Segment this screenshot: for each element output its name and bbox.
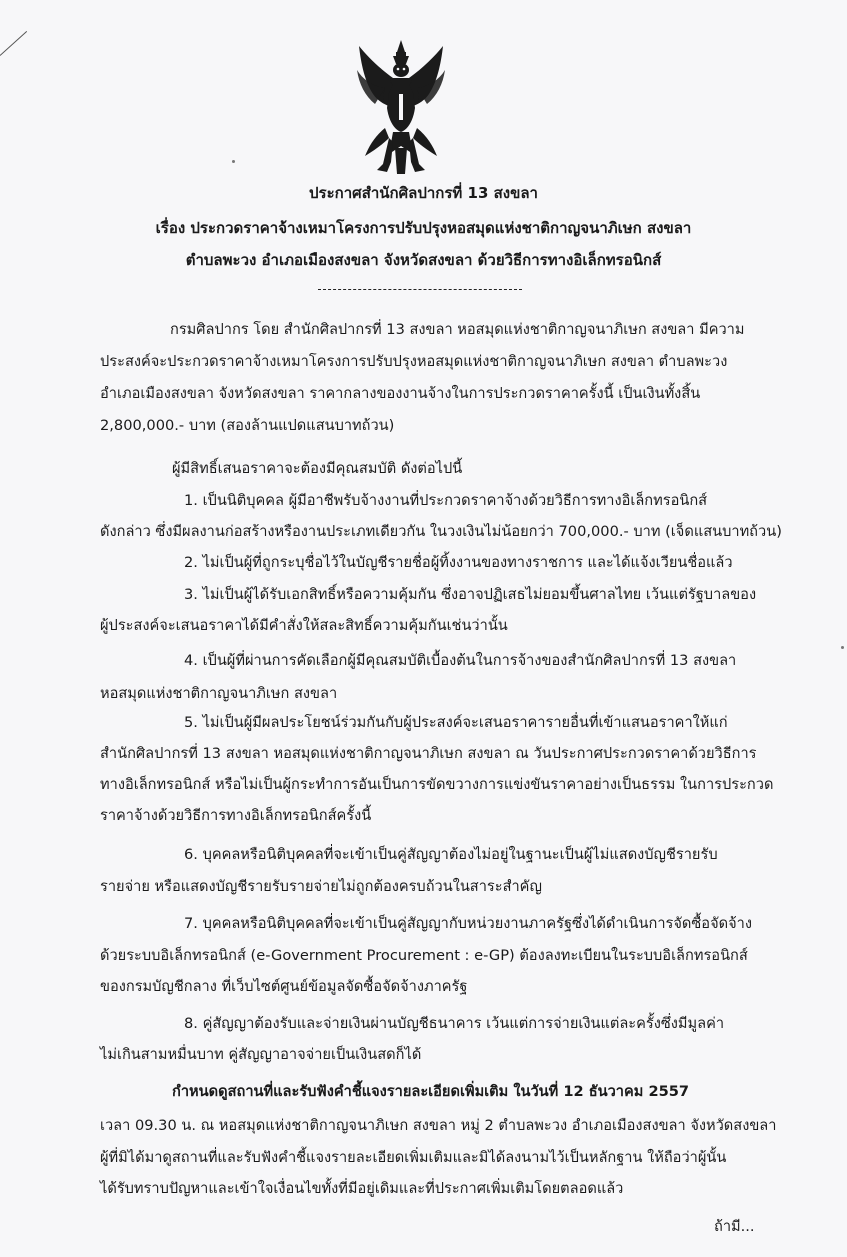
intro-line: อำเภอเมืองสงขลา จังหวัดสงขลา ราคากลางของงานจ้างในการประกวดราคาครั้งนี้ เป็นเงินทั้งสิ้น (100, 385, 701, 402)
qualification-item: ทางอิเล็กทรอนิกส์ หรือไม่เป็นผู้กระทำการอันเป็นการขัดขวางการแข่งขันราคาอย่างเป็นธรรม ในการประกวด (100, 776, 774, 793)
qualification-item: 4. เป็นผู้ที่ผ่านการคัดเลือกผู้มีคุณสมบัติเบื้องต้นในการจ้างของสำนักศิลปากรที่ 13 สงขลา (184, 652, 737, 669)
qualification-item: 7. บุคคลหรือนิติบุคคลที่จะเข้าเป็นคู่สัญญากับหน่วยงานภาครัฐซึ่งได้ดำเนินการจัดซื้อจัดจ้าง (184, 915, 752, 932)
qualification-item: ไม่เกินสามหมื่นบาท คู่สัญญาอาจจ่ายเป็นเงินสดก็ได้ (100, 1046, 422, 1063)
qualification-item: ด้วยระบบอิเล็กทรอนิกส์ (e-Government Procurement : e-GP) ต้องลงทะเบียนในระบบอิเล็กทรอนิกส์ (100, 947, 748, 964)
qualification-item: รายจ่าย หรือแสดงบัญชีรายรับรายจ่ายไม่ถูกต้องครบถ้วนในสาระสำคัญ (100, 878, 542, 895)
scan-speck (841, 646, 844, 649)
announcement-subject: เรื่อง ประกวดราคาจ้างเหมาโครงการปรับปรุงหอสมุดแห่งชาติกาญจนาภิเษก สงขลา (155, 219, 692, 237)
site-visit-line: เวลา 09.30 น. ณ หอสมุดแห่งชาติกาญจนาภิเษก สงขลา หมู่ 2 ตำบลพะวง อำเภอเมืองสงขลา จังหวัดสงขลา (100, 1117, 777, 1134)
qualification-item: 3. ไม่เป็นผู้ได้รับเอกสิทธิ์หรือความคุ้มกัน ซึ่งอาจปฏิเสธไม่ยอมขึ้นศาลไทย เว้นแต่รัฐบาลของ (184, 586, 757, 603)
qualification-item: 8. คู่สัญญาต้องรับและจ่ายเงินผ่านบัญชีธนาคาร เว้นแต่การจ่ายเงินแต่ละครั้งซึ่งมีมูลค่า (184, 1015, 725, 1032)
continuation-marker: ถ้ามี... (714, 1218, 755, 1235)
qualification-item: ดังกล่าว ซึ่งมีผลงานก่อสร้างหรืองานประเภทเดียวกัน ในวงเงินไม่น้อยกว่า 700,000.- บาท (เจ็ดแสนบาทถ้วน) (100, 523, 782, 540)
site-visit-line: ได้รับทราบปัญหาและเข้าใจเงื่อนไขทั้งที่มีอยู่เดิมและที่ประกาศเพิ่มเติมโดยตลอดแล้ว (100, 1180, 624, 1197)
heading-divider (318, 289, 522, 290)
intro-line: 2,800,000.- บาท (สองล้านแปดแสนบาทถ้วน) (100, 417, 395, 434)
announcement-title: ประกาศสำนักศิลปากรที่ 13 สงขลา (309, 184, 538, 202)
announcement-subject-line-2: ตำบลพะวง อำเภอเมืองสงขลา จังหวัดสงขลา ด้วยวิธีการทางอิเล็กทรอนิกส์ (185, 251, 662, 269)
site-visit-line: ผู้ที่มิได้มาดูสถานที่และรับฟังคำชี้แจงรายละเอียดเพิ่มเติมและมิได้ลงนามไว้เป็นหลักฐาน ให้ถือว่าผู้นั้น (100, 1149, 727, 1166)
site-visit-schedule: กำหนดดูสถานที่และรับฟังคำชี้แจงรายละเอียดเพิ่มเติม ในวันที่ 12 ธันวาคม 2557 (172, 1083, 690, 1100)
garuda-emblem-icon (355, 38, 447, 178)
scan-mark (0, 31, 27, 56)
qualifications-intro: ผู้มีสิทธิ์เสนอราคาจะต้องมีคุณสมบัติ ดังต่อไปนี้ (172, 460, 463, 477)
qualification-item: 2. ไม่เป็นผู้ที่ถูกระบุชื่อไว้ในบัญชีรายชื่อผู้ทิ้งงานของทางราชการ และได้แจ้งเวียนชื่อแล้ว (184, 554, 733, 571)
intro-line: ประสงค์จะประกวดราคาจ้างเหมาโครงการปรับปรุงหอสมุดแห่งชาติกาญจนาภิเษก สงขลา ตำบลพะวง (100, 353, 728, 370)
qualification-item: ของกรมบัญชีกลาง ที่เว็บไซต์ศูนย์ข้อมูลจัดซื้อจัดจ้างภาครัฐ (100, 978, 468, 995)
qualification-item: ผู้ประสงค์จะเสนอราคาได้มีคำสั่งให้สละสิทธิ์ความคุ้มกันเช่นว่านั้น (100, 617, 508, 634)
intro-line: กรมศิลปากร โดย สำนักศิลปากรที่ 13 สงขลา หอสมุดแห่งชาติกาญจนาภิเษก สงขลา มีความ (170, 321, 745, 338)
qualification-item: 6. บุคคลหรือนิติบุคคลที่จะเข้าเป็นคู่สัญญาต้องไม่อยู่ในฐานะเป็นผู้ไม่แสดงบัญชีรายรับ (184, 846, 718, 863)
qualification-item: ราคาจ้างด้วยวิธีการทางอิเล็กทรอนิกส์ครั้งนี้ (100, 807, 372, 824)
qualification-item: หอสมุดแห่งชาติกาญจนาภิเษก สงขลา (100, 685, 338, 702)
qualification-item: 1. เป็นนิติบุคคล ผู้มีอาชีพรับจ้างงานที่ประกวดราคาจ้างด้วยวิธีการทางอิเล็กทรอนิกส์ (184, 492, 708, 509)
qualification-item: สำนักศิลปากรที่ 13 สงขลา หอสมุดแห่งชาติกาญจนาภิเษก สงขลา ณ วันประกาศประกวดราคาด้วยวิธีการ (100, 745, 757, 762)
qualification-item: 5. ไม่เป็นผู้มีผลประโยชน์ร่วมกันกับผู้ประสงค์จะเสนอราคารายอื่นที่เข้าแสนอราคาให้แก่ (184, 714, 728, 731)
scan-speck (232, 160, 235, 163)
